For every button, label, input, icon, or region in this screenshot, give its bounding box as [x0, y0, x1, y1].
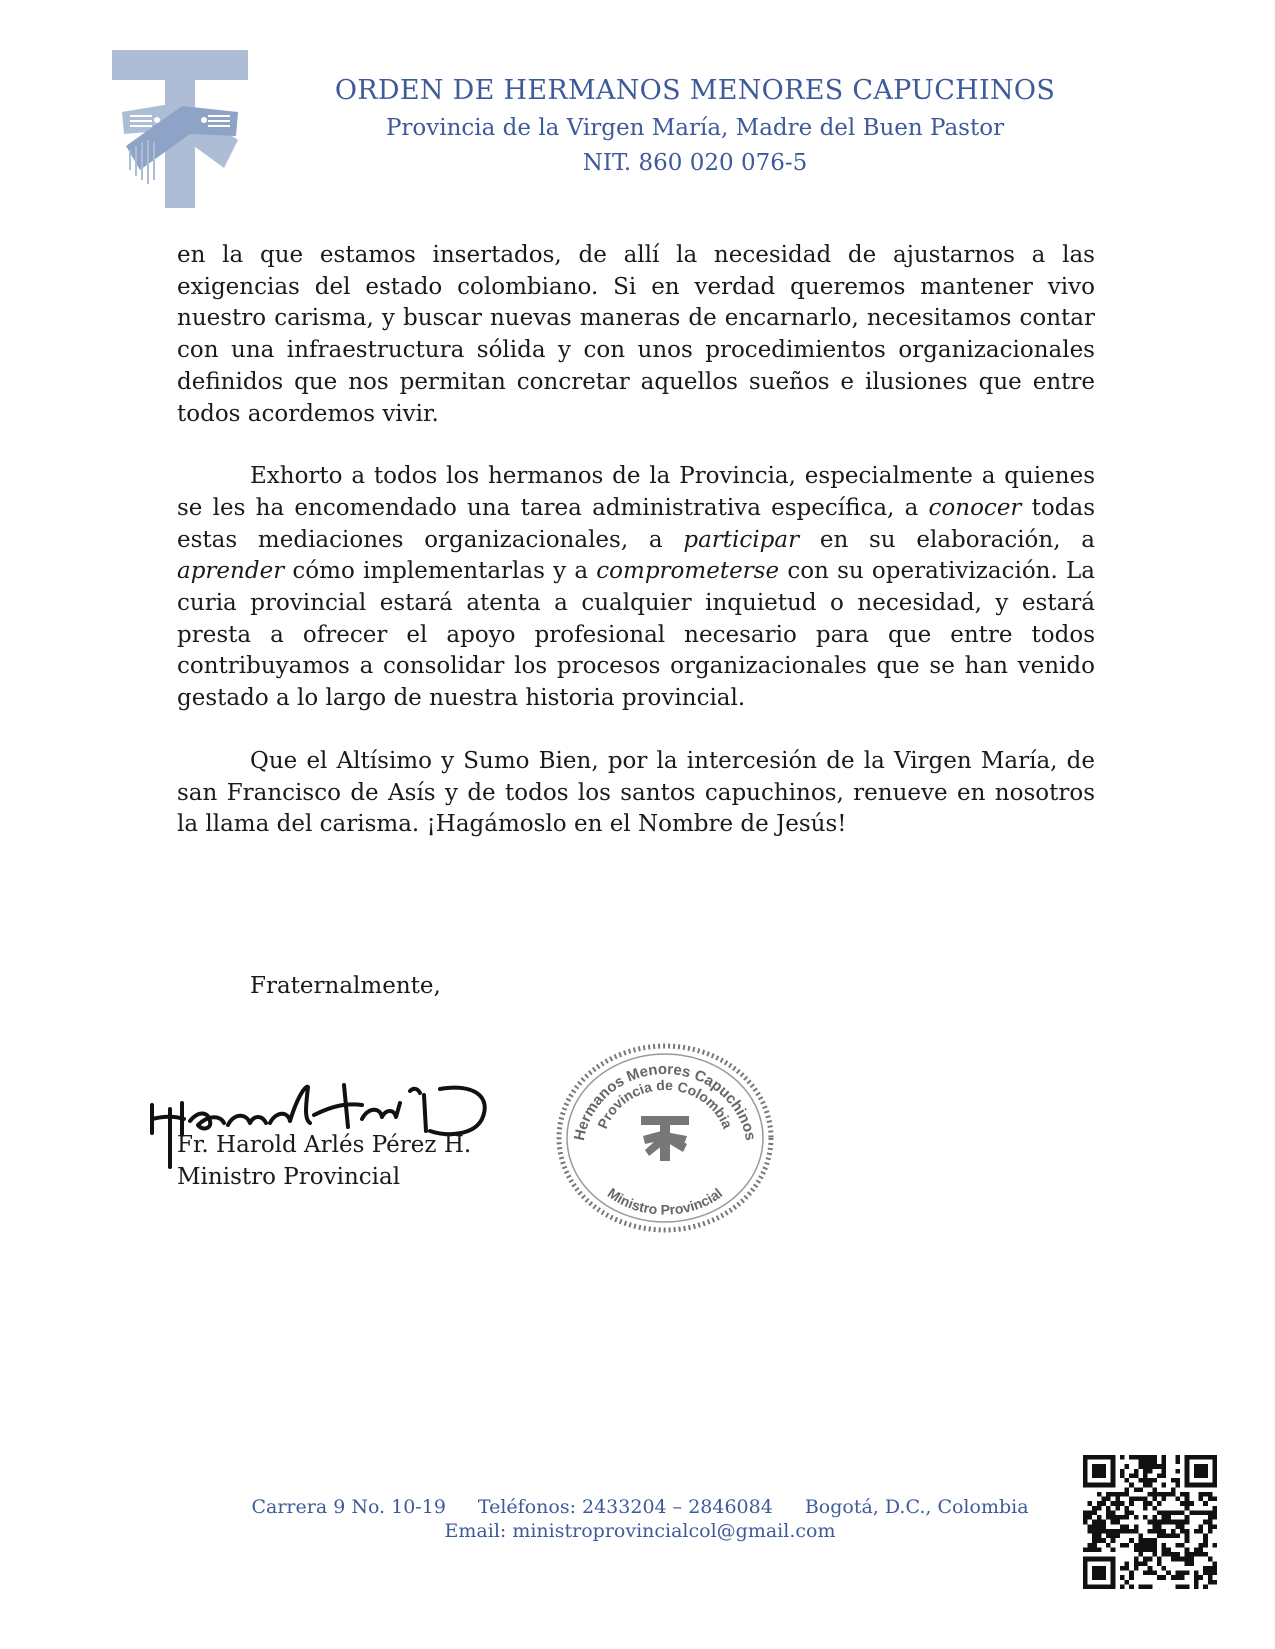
footer-phones: Teléfonos: 2433204 – 2846084 [477, 1496, 773, 1518]
emphasis-aprender: aprender [177, 558, 285, 585]
footer-city: Bogotá, D.C., Colombia [804, 1496, 1029, 1518]
paragraph-3: Que el Altísimo y Sumo Bien, por la intercesión de la Virgen María, de san Francisco de Asís y de todos los santos capuchinos, renueve en nosotros la llama del carisma. ¡Hagámoslo en el Nombre de Jesús! [177, 747, 1095, 838]
footer-address: Carrera 9 No. 10-19 [251, 1496, 446, 1518]
text-run: en su elaboración, a [799, 526, 1095, 553]
seal-inner-text: Provincia de Colombia [594, 1076, 736, 1131]
paragraph-1: en la que estamos insertados, de allí la necesidad de ajustarnos a las exigencias del estado colombiano. Si en verdad queremos mantener vivo nuestro carisma, y buscar nuevas maneras de encarnarlo, necesitamos contar con una infraestructura sólida y con unos procedimientos organizacionales definidos que nos permitan concretar aquellos sueños e ilusiones que entre todos acordemos vivir. [177, 242, 1095, 427]
text-run: con su operativización. La curia provincial estará atenta a cualquier inquietud o necesidad, y estará presta a ofrecer el apoyo profesional necesario para que entre todos contribuyamos a consolidar los procesos organizacionales que se han venido gestado a lo largo de nuestra historia provincial. [177, 558, 1095, 712]
emphasis-comprometerse: comprometerse [596, 558, 780, 585]
order-name: ORDEN DE HERMANOS MENORES CAPUCHINOS [334, 75, 1056, 106]
qr-code-icon [1083, 1455, 1217, 1589]
closing: Fraternalmente, [250, 973, 441, 999]
text-run: cómo implementarlas y a [284, 558, 597, 585]
emphasis-participar: participar [683, 526, 800, 553]
svg-text:Ministro Provincial [605, 1185, 725, 1218]
signer-name: Fr. Harold Arlés Pérez H. [177, 1132, 472, 1158]
letterhead [260, 72, 1130, 180]
province-name: Provincia de la Virgen María, Madre del Buen Pastor [385, 115, 1005, 141]
seal-top-text: Hermanos Menores Capuchinos [570, 1060, 760, 1143]
signer-title: Ministro Provincial [177, 1164, 401, 1190]
letter-body [177, 240, 1095, 841]
seal-bottom-text: Ministro Provincial [604, 1184, 726, 1218]
official-seal-icon [553, 1040, 777, 1236]
emphasis-conocer: conocer [928, 494, 1022, 521]
paragraph-2 [177, 461, 1095, 715]
signer-block [177, 1129, 471, 1193]
tax-id: NIT. 860 020 076-5 [582, 150, 808, 176]
footer [180, 1495, 1100, 1543]
text-run: Exhorto a todos los hermanos de la Provincia, especialmente a quienes se les ha encomendado una tarea administrativa específica, a [177, 463, 1095, 521]
text-run: todas estas mediaciones organizacionales, a [177, 494, 1095, 553]
franciscan-tau-logo-icon [112, 50, 248, 208]
footer-email: Email: ministroprovincialcol@gmail.com [444, 1520, 836, 1542]
